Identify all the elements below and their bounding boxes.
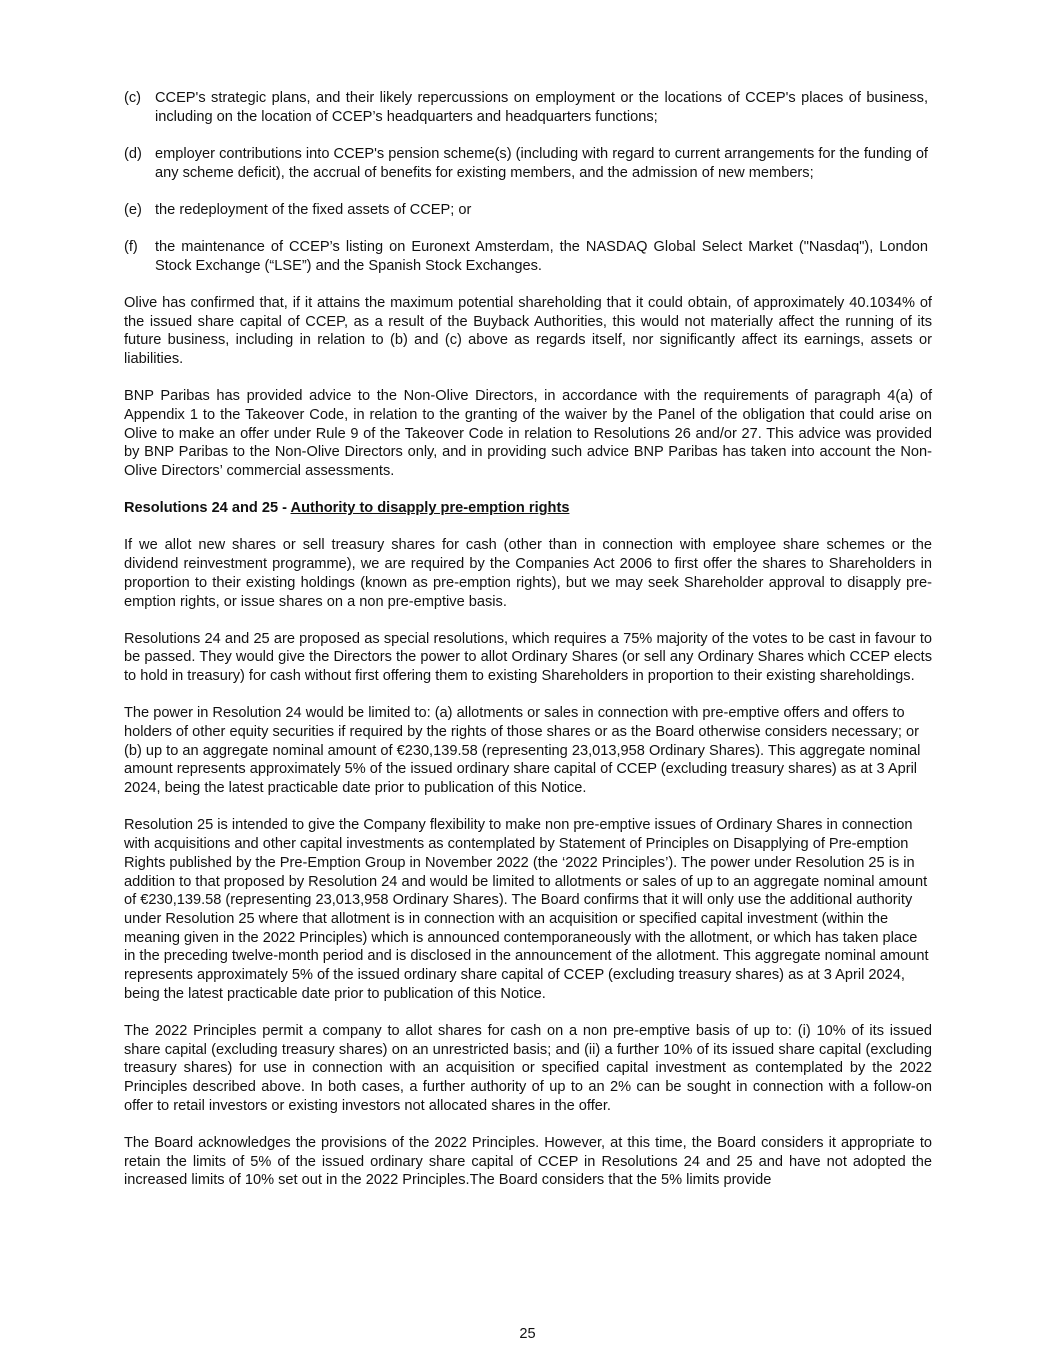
paragraph-2022-principles: The 2022 Principles permit a company to allot shares for cash on a non pre-emptive basis of up to: (i) 10% of its issued share capital (excluding treasury shares) on an unrestricted basis; and (ii) a further 10% of its issued share capital (excluding treasury shares) for use in connection with an acquisition or specified capital investment as contemplated by the 2022 Principles described above. In both cases, a further authority of up to an 2% can be sought in connection with a follow-on offer to retail investors or existing investors not allocated shares in the offer.	[124, 1022, 932, 1114]
paragraph-board-acknowledges: The Board acknowledges the provisions of the 2022 Principles. However, at this time, the Board considers it appropriate to retain the limits of 5% of the issued ordinary share capital of CCEP in Resolutions 24 and 25 and have not adopted the increased limits of 10% set out in the 2022 Principles.The Board considers that the 5% limits provide	[124, 1134, 932, 1189]
list-text: the maintenance of CCEP’s listing on Euronext Amsterdam, the NASDAQ Global Select Market ("Nasdaq"), London Stock Exchange (“LSE”) and the Spanish Stock Exchanges.	[155, 239, 928, 274]
list-text: the redeployment of the fixed assets of CCEP; or	[155, 201, 472, 218]
list-label: (f)	[124, 239, 138, 256]
list-label: (c)	[124, 90, 142, 106]
paragraph-olive-shareholding: Olive has confirmed that, if it attains the maximum potential shareholding that it could obtain, of approximately 40.1034% of the issued share capital of CCEP, as a result of the Buyback Authorities, this would not materially affect the running of its future business, including in relation to (b) and (c) above as regards itself, nor significantly affect its earnings, assets or liabilities.	[124, 294, 932, 368]
list-item-d	[124, 145, 928, 182]
paragraph-bnp-paribas-advice: BNP Paribas has provided advice to the Non-Olive Directors, in accordance with the requirements of paragraph 4(a) of Appendix 1 to the Takeover Code, in relation to the granting of the waiver by the Panel of the obligation that could arise on Olive to make an offer under Rule 9 of the Takeover Code in relation to Resolutions 26 and/or 27. This advice was provided by BNP Paribas to the Non-Olive Directors only, and in providing such advice BNP Paribas has taken into account the Non-Olive Directors’ commercial assessments.	[124, 388, 932, 480]
list-item-e	[124, 201, 928, 220]
paragraph-special-resolutions: Resolutions 24 and 25 are proposed as special resolutions, which requires a 75% majority of the votes to be cast in favour to be passed. They would give the Directors the power to allot Ordinary Shares (or sell any Ordinary Shares which CCEP elects to hold in treasury) for cash without first offering them to existing Shareholders in proportion to their existing shareholdings.	[124, 630, 932, 685]
paragraph-resolution-25: Resolution 25 is intended to give the Company flexibility to make non pre-emptive issues of Ordinary Shares in connection with acquisitions and other capital investments as contemplated by Statement of Principles on Disapplying of Pre-emption Rights published by the Pre-Emption Group in November 2022 (the ‘2022 Principles’). The power under Resolution 25 is in addition to that proposed by Resolution 24 and would be limited to allotments or sales of up to an aggregate nominal amount of €230,139.58 (representing 23,013,958 Ordinary Shares). The Board confirms that it will only use the additional authority under Resolution 25 where that allotment is in connection with an acquisition or specified capital investment (within the meaning given in the 2022 Principles) which is announced contemporaneously with the allotment, or which has taken place in the preceding twelve-month period and is disclosed in the announcement of the allotment. This aggregate nominal amount represents approximately 5% of the issued ordinary share capital of CCEP (excluding treasury shares) as at 3 April 2024, being the latest practicable date prior to publication of this Notice.	[124, 817, 929, 1002]
list-item-f	[124, 238, 928, 275]
document-body	[124, 89, 932, 1209]
list-text: CCEP's strategic plans, and their likely repercussions on employment or the locations of CCEP's places of business, including on the location of CCEP’s headquarters and headquarters functions;	[155, 90, 928, 125]
list-text: employer contributions into CCEP's pension scheme(s) (including with regard to current arrangements for the funding of any scheme deficit), the accrual of benefits for existing members, and the admission of new members;	[155, 145, 928, 181]
paragraph-pre-emption-rights: If we allot new shares or sell treasury shares for cash (other than in connection with employee share schemes or the dividend reinvestment programme), we are required by the Companies Act 2006 to first offer the shares to Shareholders in proportion to their existing holdings (known as pre-emption rights), but we may seek Shareholder approval to disapply pre-emption rights, or issue shares on a non pre-emptive basis.	[124, 537, 932, 610]
section-heading-title: Authority to disapply pre-emption rights	[290, 500, 570, 517]
section-heading-prefix: Resolutions 24 and 25 -	[124, 500, 291, 517]
paragraph-resolution-24-power: The power in Resolution 24 would be limited to: (a) allotments or sales in connection with pre-emptive offers and offers to holders of other equity securities if required by the rights of those shares or as the Board otherwise considers necessary; or (b) up to an aggregate nominal amount of €230,139.58 (representing 23,013,958 Ordinary Shares). This aggregate nominal amount represents approximately 5% of the issued ordinary share capital of CCEP (excluding treasury shares) as at 3 April 2024, being the latest practicable date prior to publication of this Notice.	[124, 705, 921, 797]
page-number: 25	[519, 1326, 536, 1342]
list-item-c	[124, 89, 928, 126]
list-label: (e)	[124, 201, 142, 218]
list-label: (d)	[124, 145, 142, 162]
section-heading	[124, 499, 932, 518]
